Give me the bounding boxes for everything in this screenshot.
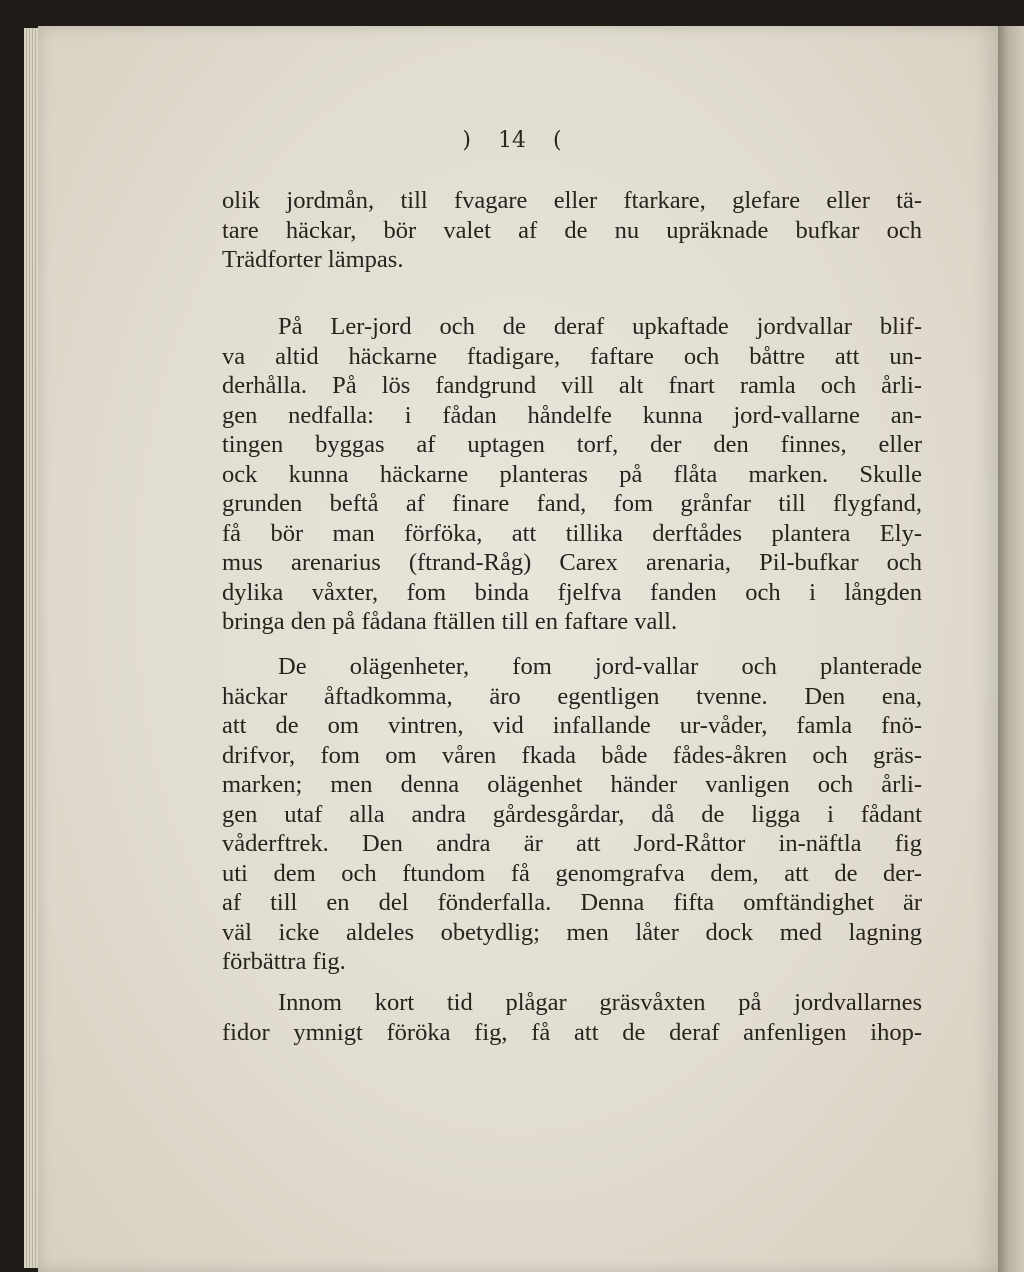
text-line: af till en del fönderfalla. Denna fifta omftändighet är xyxy=(222,889,922,916)
text-line: mus arenarius (ftrand-Råg) Carex arenaria, Pil-bufkar och xyxy=(222,549,922,576)
text-line: häckar åftadkomma, äro egentligen tvenne. Den ena, xyxy=(222,682,922,710)
text-line: väl icke aldeles obetydlig; men låter dock med lagning xyxy=(222,918,922,946)
text-line: uti dem och ftundom få genomgrafva dem, att de der- xyxy=(222,859,922,887)
text-line: tingen byggas af uptagen torf, der den finnes, eller xyxy=(222,431,922,458)
text-line: gen utaf alla andra gårdesgårdar, då de ligga i fådant xyxy=(222,800,922,828)
text-line: dylika våxter, fom binda fjelfva fanden och i långden xyxy=(222,578,922,606)
text-line: De olägenheter, fom jord-vallar och planterade xyxy=(278,653,922,680)
paragraph-1 xyxy=(222,186,922,275)
paragraph-4 xyxy=(222,988,922,1047)
text-line: marken; men denna olägenhet händer vanligen och årli- xyxy=(222,771,922,798)
text-line: Innom kort tid plågar gräsvåxten på jordvallarnes xyxy=(278,989,922,1016)
paragraph-2 xyxy=(222,312,922,637)
text-line: förbättra fig. xyxy=(222,948,346,975)
text-line: våderftrek. Den andra är att Jord-Råttor in-näftla fig xyxy=(222,830,922,857)
paragraph-3 xyxy=(222,652,922,977)
page-number: 14 xyxy=(498,128,526,153)
text-line: På Ler-jord och de deraf upkaftade jordvallar blif- xyxy=(278,313,922,340)
text-line: olik jordmån, till fvagare eller ftarkare, glefare eller tä- xyxy=(222,187,922,214)
text-line: derhålla. På lös fandgrund vill alt fnart ramla och årli- xyxy=(222,372,922,399)
text-line: grunden beftå af finare fand, fom grånfar till flygfand, xyxy=(222,490,922,517)
text-line: bringa den på fådana ftällen till en faftare vall. xyxy=(222,608,678,635)
right-bracket: ( xyxy=(553,128,562,153)
text-line: tare häckar, bör valet af de nu upräknade bufkar och xyxy=(222,216,922,244)
text-line: få bör man förföka, att tillika derftådes plantera Ely- xyxy=(222,519,922,547)
text-line: va altid häckarne ftadigare, faftare och båttre att un- xyxy=(222,342,922,370)
text-line: gen nedfalla: i fådan håndelfe kunna jord-vallarne an- xyxy=(222,401,922,429)
text-line: drifvor, fom om våren fkada både fådes-åkren och gräs- xyxy=(222,741,922,769)
left-bracket: ) xyxy=(462,128,471,153)
text-line: fidor ymnigt föröka fig, få att de deraf anfenligen ihop- xyxy=(222,1018,922,1046)
book-gutter xyxy=(998,26,1024,1272)
page-number-header xyxy=(0,128,1024,153)
text-line: Trädforter lämpas. xyxy=(222,246,404,273)
text-line: att de om vintren, vid infallande ur-våder, famla fnö- xyxy=(222,712,922,739)
text-line: ock kunna häckarne planteras på flåta marken. Skulle xyxy=(222,460,922,488)
